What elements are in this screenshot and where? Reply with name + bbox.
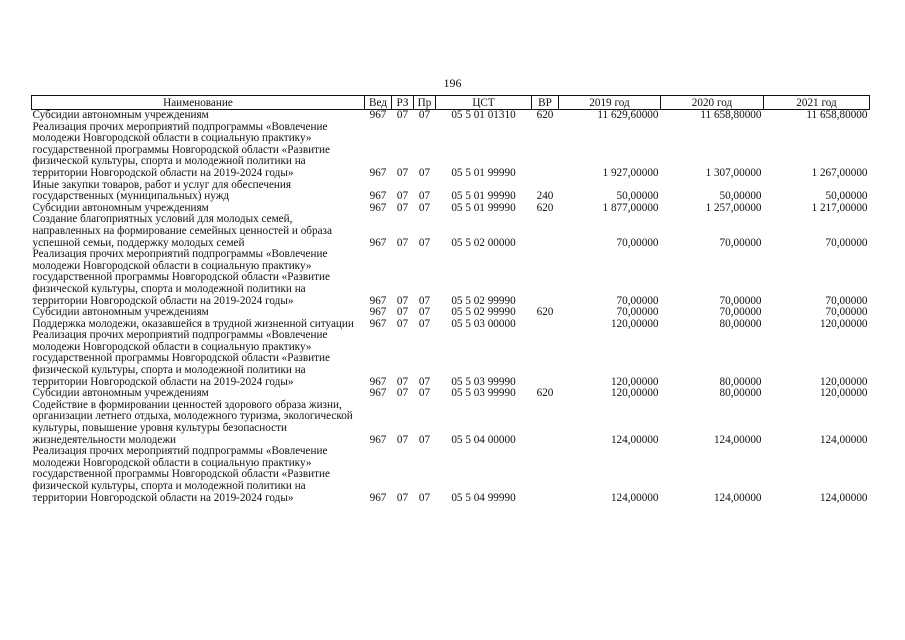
row-ved: 967	[369, 433, 387, 446]
row-ved: 967	[369, 201, 387, 214]
row-ved: 967	[369, 387, 387, 400]
row-amount-2021: 70,00000	[825, 236, 868, 249]
row-name: Субсидии автономным учреждениям	[32, 109, 209, 121]
row-amount-2020: 124,00000	[713, 433, 762, 446]
row-cst: 05 5 03 99990	[451, 387, 516, 400]
row-rz: 07	[396, 375, 409, 388]
row-name: Содействие в формировании ценностей здорового образа жизни, организации летнего отдыха, молодежного туризма, экологической культуры, повышение уровня культуры безопасности жизнедеятельности молодежи	[32, 398, 353, 446]
row-amount-2019: 70,00000	[616, 306, 659, 319]
row-pr: 07	[418, 294, 431, 307]
row-name: Субсидии автономным учреждениям	[32, 201, 209, 214]
row-cst: 05 5 04 00000	[451, 433, 516, 446]
row-vr	[532, 319, 559, 331]
table-row	[32, 214, 870, 249]
row-rz: 07	[396, 317, 409, 330]
column-header-2019: 2019 год	[559, 96, 661, 110]
row-ved: 967	[369, 190, 387, 203]
row-pr: 07	[418, 201, 431, 214]
column-header-pr: Пр	[414, 96, 436, 110]
table-row	[32, 330, 870, 388]
row-amount-2021: 120,00000	[819, 317, 868, 330]
table-body	[32, 110, 870, 505]
row-amount-2019: 70,00000	[616, 236, 659, 249]
row-rz: 07	[396, 306, 409, 319]
row-amount-2021: 1 267,00000	[811, 166, 868, 179]
row-cst: 05 5 02 00000	[451, 236, 516, 249]
row-vr: 240	[536, 190, 554, 203]
row-amount-2021: 70,00000	[825, 294, 868, 307]
column-header-ved: Вед	[365, 96, 392, 110]
row-cst: 05 5 01 01310	[451, 109, 516, 121]
column-header-2021: 2021 год	[764, 96, 870, 110]
row-ved: 967	[369, 236, 387, 249]
row-amount-2021: 1 217,00000	[811, 201, 868, 214]
row-cst: 05 5 02 99990	[451, 306, 516, 319]
row-vr	[532, 249, 559, 307]
row-vr: 620	[536, 306, 554, 319]
row-vr: 620	[536, 109, 554, 121]
row-pr: 07	[418, 306, 431, 319]
row-amount-2019: 1 927,00000	[602, 166, 659, 179]
row-amount-2020: 50,00000	[719, 190, 762, 203]
row-amount-2021: 11 658,80000	[806, 109, 868, 121]
row-amount-2019: 11 629,60000	[597, 109, 659, 121]
row-vr	[532, 214, 559, 249]
row-name: Поддержка молодежи, оказавшейся в трудной жизненной ситуации	[32, 317, 354, 330]
row-amount-2021: 124,00000	[819, 433, 868, 446]
row-amount-2019: 1 877,00000	[602, 201, 659, 214]
row-cst: 05 5 01 99990	[451, 166, 516, 179]
row-amount-2019: 70,00000	[616, 294, 659, 307]
row-vr	[532, 122, 559, 180]
row-amount-2019: 124,00000	[610, 491, 659, 504]
row-ved: 967	[369, 306, 387, 319]
row-rz: 07	[396, 387, 409, 400]
column-header-cst: ЦСТ	[436, 96, 532, 110]
row-amount-2020: 11 658,80000	[700, 109, 762, 121]
row-name: Реализация прочих мероприятий подпрограммы «Вовлечение молодежи Новгородской области в социальную практику» государственной программы Новгородской области «Развитие физической культуры, спорта и молодежной политики на территории Новгородской области на 2019-2024 годы»	[32, 120, 330, 179]
row-amount-2020: 80,00000	[719, 387, 762, 400]
row-amount-2020: 1 257,00000	[705, 201, 762, 214]
table-header-row	[32, 96, 870, 110]
row-pr: 07	[418, 166, 431, 179]
row-amount-2020: 70,00000	[719, 294, 762, 307]
row-rz: 07	[396, 190, 409, 203]
row-cst: 05 5 03 99990	[451, 375, 516, 388]
row-vr: 620	[536, 387, 554, 400]
row-vr: 620	[536, 201, 554, 214]
row-name: Создание благоприятных условий для молодых семей, направленных на формирование семейных ценностей и образа успешной семьи, поддержку молодых семей	[32, 213, 332, 249]
row-rz: 07	[396, 491, 409, 504]
row-rz: 07	[396, 433, 409, 446]
table-row	[32, 249, 870, 307]
column-header-name: Наименование	[32, 96, 365, 110]
row-rz: 07	[396, 166, 409, 179]
row-pr: 07	[418, 190, 431, 203]
row-name: Реализация прочих мероприятий подпрограммы «Вовлечение молодежи Новгородской области в социальную практику» государственной программы Новгородской области «Развитие физической культуры, спорта и молодежной политики на территории Новгородской области на 2019-2024 годы»	[32, 248, 330, 307]
row-amount-2019: 120,00000	[610, 375, 659, 388]
row-amount-2021: 70,00000	[825, 306, 868, 319]
row-rz: 07	[396, 236, 409, 249]
row-amount-2021: 124,00000	[819, 491, 868, 504]
budget-table	[31, 95, 870, 504]
row-amount-2021: 120,00000	[819, 375, 868, 388]
row-vr	[532, 446, 559, 504]
row-pr: 07	[418, 317, 431, 330]
row-cst: 05 5 01 99990	[451, 201, 516, 214]
row-amount-2021: 50,00000	[825, 190, 868, 203]
row-ved: 967	[369, 109, 387, 121]
row-name: Иные закупки товаров, работ и услуг для обеспечения государственных (муниципальных) нужд	[32, 178, 292, 203]
table-row	[32, 122, 870, 180]
page-number: 196	[443, 76, 462, 90]
row-name: Субсидии автономным учреждениям	[32, 306, 209, 319]
table-row	[32, 400, 870, 446]
row-pr: 07	[418, 236, 431, 249]
row-pr: 07	[418, 109, 431, 121]
row-ved: 967	[369, 317, 387, 330]
row-ved: 967	[369, 294, 387, 307]
row-amount-2021: 120,00000	[819, 387, 868, 400]
table-row	[32, 180, 870, 203]
row-amount-2020: 80,00000	[719, 375, 762, 388]
row-pr: 07	[418, 387, 431, 400]
row-amount-2019: 124,00000	[610, 433, 659, 446]
row-amount-2020: 70,00000	[719, 306, 762, 319]
row-rz: 07	[396, 109, 409, 121]
row-rz: 07	[396, 294, 409, 307]
row-amount-2020: 70,00000	[719, 236, 762, 249]
row-cst: 05 5 03 00000	[451, 317, 516, 330]
row-cst: 05 5 04 99990	[451, 491, 516, 504]
row-cst: 05 5 02 99990	[451, 294, 516, 307]
row-ved: 967	[369, 166, 387, 179]
table-row	[32, 446, 870, 504]
row-ved: 967	[369, 491, 387, 504]
row-amount-2020: 80,00000	[719, 317, 762, 330]
row-pr: 07	[418, 433, 431, 446]
row-rz: 07	[396, 201, 409, 214]
row-pr: 07	[418, 375, 431, 388]
row-amount-2019: 120,00000	[610, 387, 659, 400]
column-header-rz: РЗ	[392, 96, 414, 110]
row-vr	[532, 400, 559, 446]
row-ved: 967	[369, 375, 387, 388]
row-pr: 07	[418, 491, 431, 504]
row-amount-2019: 120,00000	[610, 317, 659, 330]
table-row	[32, 307, 870, 319]
row-amount-2019: 50,00000	[616, 190, 659, 203]
row-name: Реализация прочих мероприятий подпрограммы «Вовлечение молодежи Новгородской области в социальную практику» государственной программы Новгородской области «Развитие физической культуры, спорта и молодежной политики на территории Новгородской области на 2019-2024 годы»	[32, 329, 330, 388]
column-header-2020: 2020 год	[661, 96, 764, 110]
table-row	[32, 110, 870, 122]
column-header-vr: ВР	[532, 96, 559, 110]
row-name: Субсидии автономным учреждениям	[32, 387, 209, 400]
row-amount-2020: 124,00000	[713, 491, 762, 504]
row-cst: 05 5 01 99990	[451, 190, 516, 203]
row-vr	[532, 330, 559, 388]
row-amount-2020: 1 307,00000	[705, 166, 762, 179]
row-name: Реализация прочих мероприятий подпрограммы «Вовлечение молодежи Новгородской области в социальную практику» государственной программы Новгородской области «Развитие физической культуры, спорта и молодежной политики на территории Новгородской области на 2019-2024 годы»	[32, 445, 330, 504]
